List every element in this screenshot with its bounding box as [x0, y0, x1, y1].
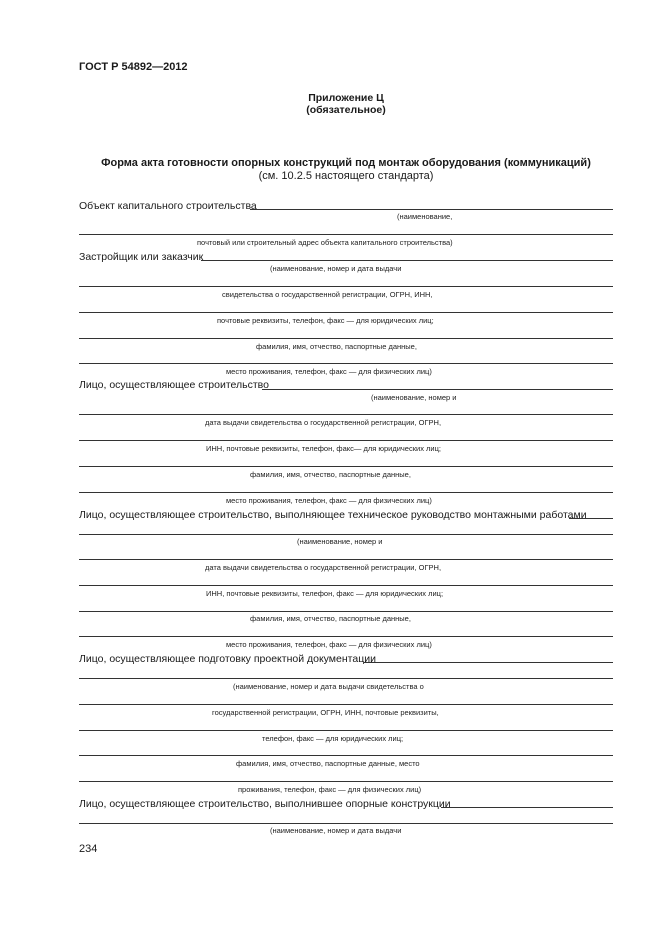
designer-caption: проживания, телефон, факс — для физических лиц) [238, 785, 422, 794]
supervisor-caption: место проживания, телефон, факс — для физических лиц) [226, 640, 432, 649]
supervisor-caption: (наименование, номер и [297, 537, 383, 546]
designer-fill-line[interactable] [79, 755, 613, 756]
builder-caption: фамилия, имя, отчество, паспортные данные, [250, 470, 411, 479]
supervisor-fill-line[interactable] [79, 636, 613, 637]
developer-fill-line[interactable] [79, 312, 613, 313]
object-caption: (наименование, [397, 212, 453, 221]
builder-fill-line[interactable] [262, 389, 613, 390]
supervisor-caption: ИНН, почтовые реквизиты, телефон, факс — для юридических лиц; [206, 589, 444, 598]
designer-fill-line[interactable] [79, 678, 613, 679]
performer-fill-line[interactable] [441, 807, 613, 808]
developer-fill-line[interactable] [201, 260, 613, 261]
appendix-title: Приложение Ц [308, 92, 384, 104]
object-fill-line[interactable] [250, 209, 613, 210]
builder-caption: дата выдачи свидетельства о государственной регистрации, ОГРН, [205, 418, 442, 427]
designer-fill-line[interactable] [79, 781, 613, 782]
supervisor-caption: дата выдачи свидетельства о государственной регистрации, ОГРН, [205, 563, 442, 572]
appendix-status: (обязательное) [306, 104, 386, 116]
builder-fill-line[interactable] [79, 466, 613, 467]
supervisor-fill-line[interactable] [79, 559, 613, 560]
object-fill-line[interactable] [79, 234, 613, 235]
designer-caption: телефон, факс — для юридических лиц; [262, 734, 404, 743]
builder-fill-line[interactable] [79, 492, 613, 493]
developer-caption: (наименование, номер и дата выдачи [270, 264, 402, 273]
developer-label: Застройщик или заказчик [79, 251, 204, 263]
designer-fill-line[interactable] [364, 662, 613, 663]
designer-caption: государственной регистрации, ОГРН, ИНН, почтовые реквизиты, [212, 708, 439, 717]
page-number: 234 [79, 843, 98, 855]
builder-fill-line[interactable] [79, 414, 613, 415]
supervisor-caption: фамилия, имя, отчество, паспортные данные, [250, 614, 411, 623]
builder-caption: ИНН, почтовые реквизиты, телефон, факс— для юридических лиц; [206, 444, 441, 453]
document-header: ГОСТ Р 54892—2012 [79, 61, 188, 73]
builder-caption: место проживания, телефон, факс — для физических лиц) [226, 496, 432, 505]
developer-caption: фамилия, имя, отчество, паспортные данные, [256, 342, 417, 351]
designer-label: Лицо, осуществляющее подготовку проектной документации [79, 653, 376, 665]
developer-caption: место проживания, телефон, факс — для физических лиц) [226, 367, 432, 376]
builder-caption: (наименование, номер и [371, 393, 457, 402]
builder-fill-line[interactable] [79, 440, 613, 441]
developer-fill-line[interactable] [79, 338, 613, 339]
object-label: Объект капитального строительства [79, 200, 257, 212]
performer-fill-line[interactable] [79, 823, 613, 824]
supervisor-fill-line[interactable] [79, 585, 613, 586]
performer-caption: (наименование, номер и дата выдачи [270, 826, 402, 835]
form-reference: (см. 10.2.5 настоящего стандарта) [258, 170, 434, 182]
supervisor-fill-line[interactable] [569, 518, 613, 519]
builder-label: Лицо, осуществляющее строительство [79, 379, 269, 391]
form-title: Форма акта готовности опорных конструкций под монтаж оборудования (коммуникаций) [101, 157, 591, 169]
supervisor-label: Лицо, осуществляющее строительство, выполняющее техническое руководство монтажными работами [79, 509, 587, 521]
designer-caption: (наименование, номер и дата выдачи свидетельства о [233, 682, 424, 691]
developer-caption: свидетельства о государственной регистрации, ОГРН, ИНН, [222, 290, 433, 299]
supervisor-fill-line[interactable] [79, 611, 613, 612]
developer-caption: почтовые реквизиты, телефон, факс — для юридических лиц; [217, 316, 434, 325]
object-caption: почтовый или строительный адрес объекта капитального строительства) [197, 238, 453, 247]
performer-label: Лицо, осуществляющее строительство, выполнившее опорные конструкции [79, 798, 451, 810]
supervisor-fill-line[interactable] [79, 534, 613, 535]
developer-fill-line[interactable] [79, 363, 613, 364]
developer-fill-line[interactable] [79, 286, 613, 287]
designer-caption: фамилия, имя, отчество, паспортные данные, место [236, 759, 420, 768]
designer-fill-line[interactable] [79, 704, 613, 705]
designer-fill-line[interactable] [79, 730, 613, 731]
